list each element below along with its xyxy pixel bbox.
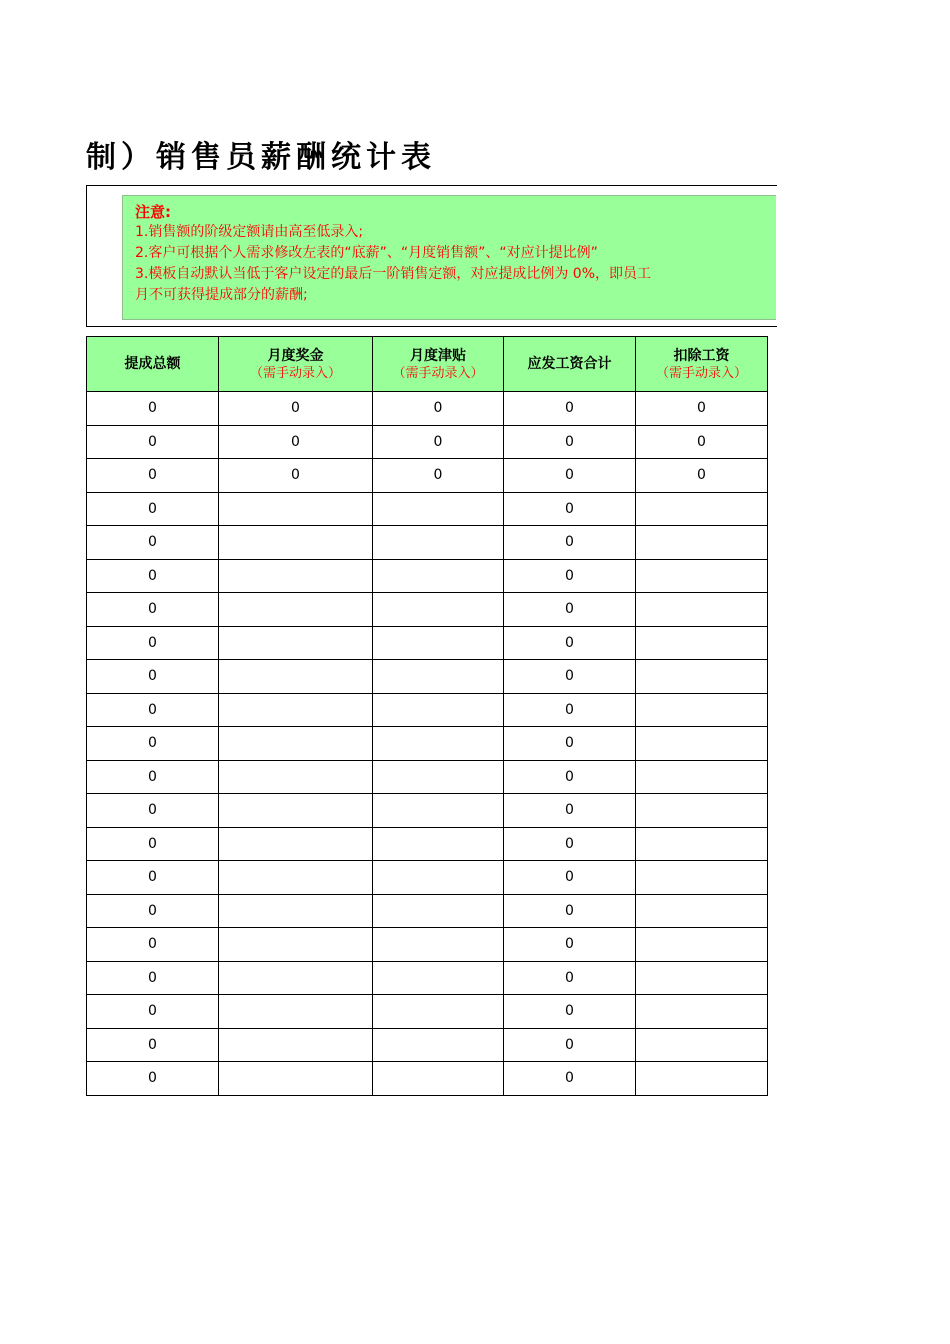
table-cell[interactable] — [636, 1062, 768, 1096]
table-cell[interactable]: 0 — [504, 928, 636, 962]
table-cell[interactable] — [219, 526, 373, 560]
table-cell[interactable]: 0 — [504, 559, 636, 593]
table-header-row — [87, 337, 768, 392]
header-label: 月度津贴 — [410, 347, 466, 364]
table-row — [87, 425, 768, 459]
table-row — [87, 894, 768, 928]
table-cell[interactable] — [219, 492, 373, 526]
table-cell[interactable] — [373, 492, 504, 526]
table-row — [87, 995, 768, 1029]
table-cell[interactable]: 0 — [87, 459, 219, 493]
table-cell[interactable] — [636, 492, 768, 526]
table-cell[interactable] — [636, 660, 768, 694]
table-cell[interactable]: 0 — [504, 961, 636, 995]
table-cell[interactable] — [219, 794, 373, 828]
header-sub-label: （需手动录入） — [249, 365, 341, 381]
table-cell[interactable] — [636, 894, 768, 928]
table-cell[interactable] — [373, 559, 504, 593]
table-cell[interactable]: 0 — [504, 1028, 636, 1062]
table-cell[interactable]: 0 — [87, 894, 219, 928]
table-cell[interactable]: 0 — [87, 425, 219, 459]
table-cell[interactable]: 0 — [504, 861, 636, 895]
table-row — [87, 861, 768, 895]
table-cell[interactable]: 0 — [87, 526, 219, 560]
table-cell[interactable] — [219, 559, 373, 593]
table-cell[interactable] — [373, 660, 504, 694]
table-row — [87, 794, 768, 828]
table-body — [87, 392, 768, 1096]
table-cell[interactable]: 0 — [87, 995, 219, 1029]
table-cell[interactable] — [636, 861, 768, 895]
table-cell[interactable] — [636, 928, 768, 962]
table-cell[interactable]: 0 — [87, 1028, 219, 1062]
table-cell[interactable] — [219, 827, 373, 861]
table-cell[interactable]: 0 — [87, 626, 219, 660]
table-cell[interactable]: 0 — [504, 693, 636, 727]
table-cell[interactable] — [636, 995, 768, 1029]
table-cell[interactable]: 0 — [504, 593, 636, 627]
table-cell[interactable]: 0 — [504, 827, 636, 861]
salary-table — [86, 336, 768, 1096]
table-cell[interactable]: 0 — [87, 660, 219, 694]
table-cell[interactable] — [636, 626, 768, 660]
table-cell[interactable] — [219, 961, 373, 995]
table-cell[interactable] — [373, 760, 504, 794]
header-monthly-allowance — [373, 337, 504, 392]
table-cell[interactable] — [636, 827, 768, 861]
table-cell[interactable]: 0 — [636, 425, 768, 459]
table-cell[interactable] — [373, 1062, 504, 1096]
table-row — [87, 760, 768, 794]
table-cell[interactable] — [636, 693, 768, 727]
page-title: 制）销售员薪酬统计表 — [86, 140, 436, 175]
table-cell[interactable] — [373, 593, 504, 627]
table-cell[interactable]: 0 — [504, 1062, 636, 1096]
table-row — [87, 727, 768, 761]
table-cell[interactable]: 0 — [87, 559, 219, 593]
table-cell[interactable] — [636, 1028, 768, 1062]
notice-line-2: 2.客户可根据个人需求修改左表的“底薪”、“月度销售额”、“对应计提比例” — [135, 245, 598, 261]
header-sub-label: （需手动录入） — [655, 365, 747, 381]
notice-box — [122, 195, 776, 320]
table-cell[interactable]: 0 — [504, 425, 636, 459]
table-row — [87, 693, 768, 727]
table-cell[interactable]: 0 — [504, 492, 636, 526]
notice-line-3: 3.模板自动默认当低于客户设定的最后一阶销售定额，对应提成比例为 0%，即员工 — [135, 266, 652, 282]
header-label: 提成总额 — [124, 356, 181, 372]
table-cell[interactable]: 0 — [87, 693, 219, 727]
table-cell[interactable] — [636, 760, 768, 794]
table-row — [87, 526, 768, 560]
table-cell[interactable]: 0 — [504, 794, 636, 828]
table-cell[interactable]: 0 — [87, 760, 219, 794]
table-row — [87, 961, 768, 995]
table-row — [87, 928, 768, 962]
table-cell[interactable] — [219, 894, 373, 928]
table-cell[interactable] — [373, 693, 504, 727]
table-cell[interactable] — [219, 626, 373, 660]
table-cell[interactable] — [219, 727, 373, 761]
table-cell[interactable]: 0 — [504, 660, 636, 694]
table-cell[interactable] — [636, 593, 768, 627]
table-row — [87, 626, 768, 660]
header-deductions — [636, 337, 768, 392]
table-row — [87, 660, 768, 694]
table-cell[interactable] — [636, 526, 768, 560]
table-cell[interactable]: 0 — [219, 392, 373, 426]
table-cell[interactable] — [219, 760, 373, 794]
notice-heading: 注意: — [135, 203, 171, 221]
table-cell[interactable]: 0 — [87, 794, 219, 828]
table-cell[interactable] — [373, 961, 504, 995]
header-sub-label: （需手动录入） — [392, 365, 484, 381]
table-cell[interactable] — [373, 894, 504, 928]
table-row — [87, 492, 768, 526]
table-cell[interactable]: 0 — [636, 392, 768, 426]
table-cell[interactable]: 0 — [87, 392, 219, 426]
table-cell[interactable] — [373, 794, 504, 828]
table-cell[interactable] — [219, 693, 373, 727]
header-commission-total — [87, 337, 219, 392]
table-row — [87, 459, 768, 493]
table-cell[interactable] — [373, 626, 504, 660]
notice-line-1: 1.销售额的阶级定额请由高至低录入; — [135, 224, 364, 240]
table-cell[interactable]: 0 — [636, 459, 768, 493]
table-cell[interactable]: 0 — [504, 760, 636, 794]
header-monthly-bonus — [219, 337, 373, 392]
table-row — [87, 593, 768, 627]
table-cell[interactable]: 0 — [373, 425, 504, 459]
table-cell[interactable] — [373, 526, 504, 560]
table-cell[interactable] — [373, 995, 504, 1029]
table-cell[interactable]: 0 — [373, 459, 504, 493]
table-cell[interactable] — [219, 1028, 373, 1062]
table-cell[interactable]: 0 — [87, 961, 219, 995]
table-cell[interactable]: 0 — [87, 1062, 219, 1096]
table-cell[interactable] — [219, 593, 373, 627]
table-cell[interactable] — [373, 827, 504, 861]
table-cell[interactable] — [373, 928, 504, 962]
table-cell[interactable]: 0 — [219, 459, 373, 493]
table-cell[interactable]: 0 — [87, 492, 219, 526]
table-cell[interactable]: 0 — [504, 995, 636, 1029]
table-cell[interactable]: 0 — [87, 727, 219, 761]
table-cell[interactable]: 0 — [504, 526, 636, 560]
table-cell[interactable]: 0 — [504, 626, 636, 660]
table-cell[interactable]: 0 — [504, 727, 636, 761]
table-cell[interactable] — [636, 961, 768, 995]
table-row — [87, 392, 768, 426]
table-cell[interactable] — [636, 559, 768, 593]
table-row — [87, 1062, 768, 1096]
table-cell[interactable] — [373, 1028, 504, 1062]
table-cell[interactable]: 0 — [87, 593, 219, 627]
table-cell[interactable] — [373, 861, 504, 895]
table-cell[interactable] — [219, 660, 373, 694]
table-cell[interactable] — [219, 928, 373, 962]
header-gross-pay — [504, 337, 636, 392]
table-cell[interactable]: 0 — [504, 459, 636, 493]
header-label: 月度奖金 — [267, 347, 324, 364]
notice-line-4: 月不可获得提成部分的薪酬; — [135, 287, 308, 303]
table-cell[interactable]: 0 — [87, 827, 219, 861]
table-cell[interactable] — [219, 861, 373, 895]
header-label: 应发工资合计 — [527, 356, 612, 372]
table-cell[interactable]: 0 — [87, 928, 219, 962]
table-cell[interactable] — [219, 995, 373, 1029]
table-cell[interactable]: 0 — [219, 425, 373, 459]
table-row — [87, 559, 768, 593]
table-row — [87, 1028, 768, 1062]
table-cell[interactable] — [636, 794, 768, 828]
header-label: 扣除工资 — [673, 347, 730, 364]
table-cell[interactable]: 0 — [373, 392, 504, 426]
table-cell[interactable]: 0 — [504, 894, 636, 928]
table-cell[interactable]: 0 — [504, 392, 636, 426]
table-cell[interactable]: 0 — [87, 861, 219, 895]
table-cell[interactable] — [636, 727, 768, 761]
table-cell[interactable] — [373, 727, 504, 761]
table-cell[interactable] — [219, 1062, 373, 1096]
table-row — [87, 827, 768, 861]
